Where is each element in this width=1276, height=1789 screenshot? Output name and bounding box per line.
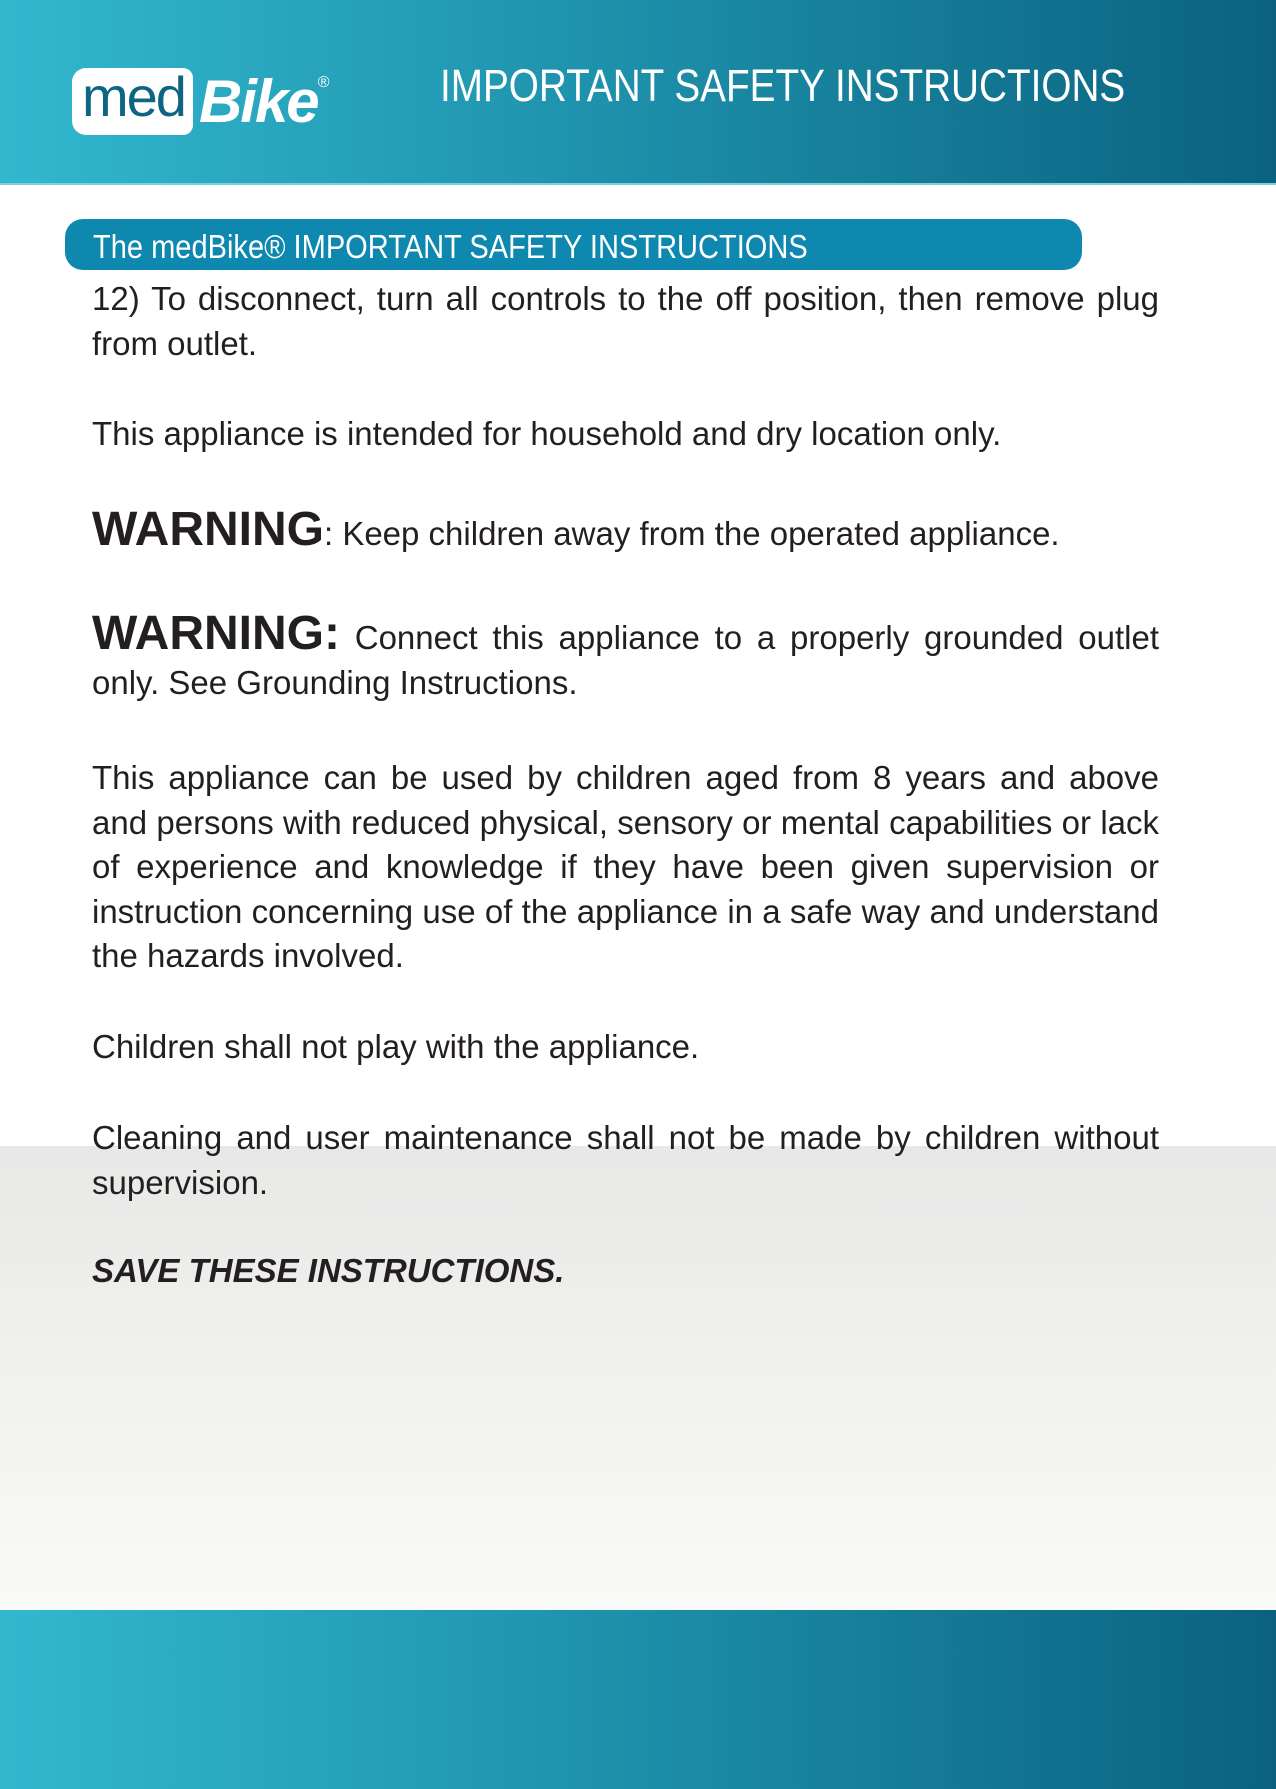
section-heading xyxy=(65,219,1082,270)
logo-bike-text: Bike xyxy=(198,68,318,135)
medbike-logo xyxy=(72,65,330,135)
warning-label: WARNING: xyxy=(92,607,340,660)
save-instructions: SAVE THESE INSTRUCTIONS. xyxy=(92,1252,565,1289)
paragraph-household: This appliance is intended for household and dry location only. xyxy=(92,415,1002,452)
logo-med-text: med xyxy=(72,68,193,135)
warning-children xyxy=(92,503,1159,557)
background-band xyxy=(0,1146,1276,1610)
page-title: IMPORTANT SAFETY INSTRUCTIONS xyxy=(440,60,1126,111)
paragraph-children-use: This appliance can be used by children aged from 8 years and above and persons with reduced physical, sensory or mental capabilities or lack of experience and knowledge if they have been given supervision or instruction concerning use of the appliance in a safe way and understand the hazards involved. xyxy=(92,759,1159,974)
warning-text: Connect this appliance to a properly grounded outlet only. See Grounding Instructions. xyxy=(92,619,1159,701)
header-banner xyxy=(0,0,1276,185)
paragraph-no-play: Children shall not play with the appliance. xyxy=(92,1028,700,1065)
section-title: The medBike® IMPORTANT SAFETY INSTRUCTIONS xyxy=(93,228,808,265)
paragraph-cleaning: Cleaning and user maintenance shall not be made by children without supervision. xyxy=(92,1119,1159,1201)
warning-grounding xyxy=(92,607,1159,705)
footer-banner xyxy=(0,1610,1276,1789)
logo-registered-mark: ® xyxy=(317,74,330,91)
warning-label: WARNING xyxy=(92,503,324,556)
warning-text: : Keep children away from the operated appliance. xyxy=(323,515,1060,552)
paragraph-disconnect: 12) To disconnect, turn all controls to the off position, then remove plug from outlet. xyxy=(92,280,1159,362)
